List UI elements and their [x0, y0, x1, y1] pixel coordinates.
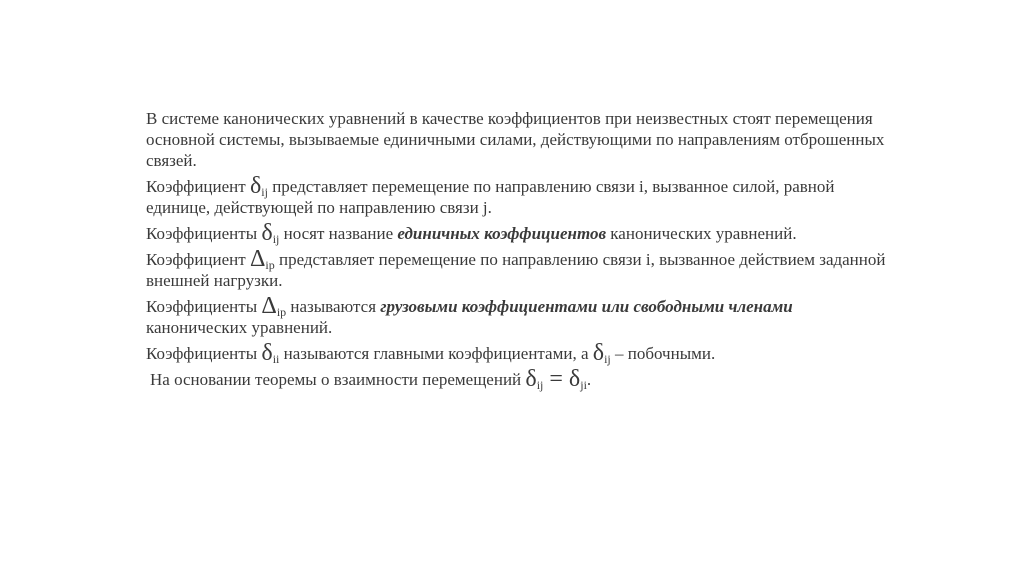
paragraph-Delta-ip-definition	[146, 246, 886, 291]
subscript: ij	[261, 185, 268, 199]
emphasis-term: единичных коэффициентов	[397, 224, 607, 243]
text-segment: – побочными.	[610, 344, 716, 363]
delta-symbol: δ	[261, 340, 273, 366]
delta-symbol: δ	[261, 220, 273, 246]
text-segment: представляет перемещение по направлению связи i, вызванное силой, равной единице, действующей по направлению связи j.	[146, 177, 835, 217]
paragraph-text: В системе канонических уравнений в качестве коэффициентов при неизвестных стоят перемещения основной системы, вызываемые единичными силами, действующими по направлениям отброшенных связей.	[146, 109, 885, 170]
subscript: ij	[536, 378, 544, 392]
text-segment: Коэффициент	[146, 250, 250, 269]
text-segment: называются	[286, 297, 381, 316]
subscript: ip	[276, 305, 287, 319]
paragraph-main-coefficients	[146, 340, 886, 366]
text-segment: называются главными коэффициентами, а	[279, 344, 593, 363]
subscript: ii	[272, 352, 280, 366]
subscript: ij	[604, 352, 611, 366]
paragraph-delta-ij-definition	[146, 173, 886, 218]
text-segment: Коэффициенты	[146, 297, 262, 316]
text-segment: канонических уравнений.	[606, 224, 797, 243]
capital-delta-symbol: Δ	[249, 246, 266, 272]
capital-delta-symbol: Δ	[261, 293, 277, 319]
paragraph-intro	[146, 108, 886, 171]
text-segment: Коэффициент	[146, 177, 250, 196]
text-segment: На основании теоремы о взаимности перемещений	[150, 370, 526, 389]
subscript: ip	[265, 258, 275, 272]
text-segment: носят название	[279, 224, 398, 243]
paragraph-unit-coefficients	[146, 220, 886, 246]
emphasis-term: грузовыми коэффициентами или свободными членами	[380, 297, 793, 316]
paragraph-load-coefficients	[146, 293, 886, 338]
paragraph-reciprocity-theorem	[146, 366, 886, 392]
delta-symbol: δ	[592, 340, 605, 366]
text-segment: .	[586, 370, 592, 389]
equals-sign: =	[543, 366, 569, 392]
text-segment: представляет перемещение по направлению связи i, вызванное действием заданной внешней нагрузки.	[146, 250, 886, 290]
subscript: ij	[272, 232, 280, 246]
delta-symbol: δ	[568, 366, 581, 392]
text-segment: Коэффициенты	[146, 344, 262, 363]
subscript: ji	[580, 378, 587, 392]
text-segment: Коэффициенты	[146, 224, 262, 243]
delta-symbol: δ	[249, 173, 262, 199]
delta-symbol: δ	[525, 366, 537, 392]
text-segment: канонических уравнений.	[146, 318, 333, 337]
slide-text-body	[146, 108, 886, 395]
